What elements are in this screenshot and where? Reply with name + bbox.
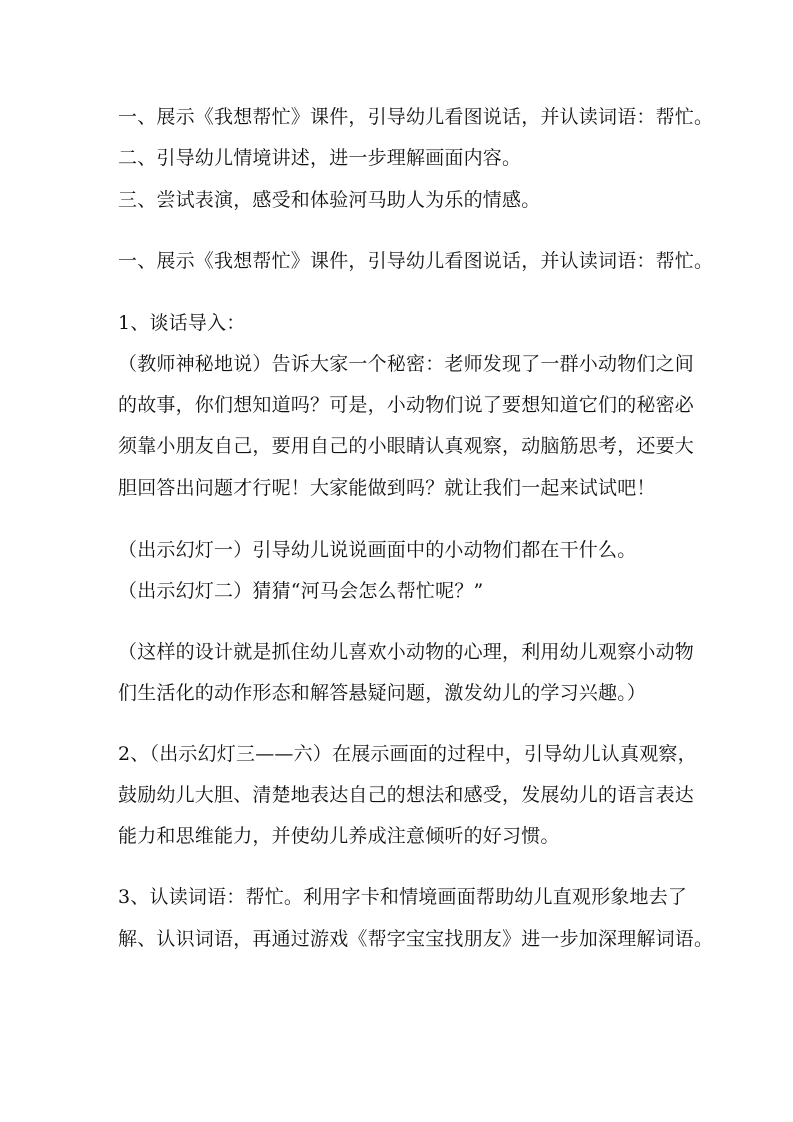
step1-line-3: 须靠小朋友自己，要用自己的小眼睛认真观察，动脑筋思考，还要大 bbox=[118, 435, 695, 457]
step1-line-2: 的故事，你们想知道吗？可是，小动物们说了要想知道它们的秘密必 bbox=[118, 394, 695, 416]
section-heading: 一、展示《我想帮忙》课件，引导幼儿看图说话，并认读词语：帮忙。 bbox=[118, 250, 714, 272]
step2-line-3: 能力和思维能力，并使幼儿养成注意倾听的好习惯。 bbox=[118, 825, 560, 847]
step1-line-4: 胆回答出问题才行呢！大家能做到吗？就让我们一起来试试吧！ bbox=[118, 477, 656, 499]
step2-line-2: 鼓励幼儿大胆、清楚地表达自己的想法和感受，发展幼儿的语言表达 bbox=[118, 784, 695, 806]
slide-line-2: （出示幻灯二）猜猜“河马会怎么帮忙呢？” bbox=[118, 580, 484, 602]
objective-2: 二、引导幼儿情境讲述，进一步理解画面内容。 bbox=[118, 147, 522, 169]
step2-line-1: 2、（出示幻灯三——六）在展示画面的过程中，引导幼儿认真观察， bbox=[118, 743, 697, 765]
slide-line-1: （出示幻灯一）引导幼儿说说画面中的小动物们都在干什么。 bbox=[118, 539, 637, 561]
step3-line-1: 3、认读词语：帮忙。利用字卡和情境画面帮助幼儿直观形象地去了 bbox=[118, 886, 688, 908]
objective-1: 一、展示《我想帮忙》课件，引导幼儿看图说话，并认读词语：帮忙。 bbox=[118, 106, 714, 128]
step1-title: 1、谈话导入： bbox=[118, 312, 246, 334]
step1-line-1: （教师神秘地说）告诉大家一个秘密：老师发现了一群小动物们之间 bbox=[118, 353, 695, 375]
design-note-line-2: 们生活化的动作形态和解答悬疑问题，激发幼儿的学习兴趣。） bbox=[118, 682, 647, 704]
step3-line-2: 解、认识词语，再通过游戏《帮字宝宝找朋友》进一步加深理解词语。 bbox=[118, 928, 714, 950]
objective-3: 三、尝试表演，感受和体验河马助人为乐的情感。 bbox=[118, 189, 541, 211]
design-note-line-1: （这样的设计就是抓住幼儿喜欢小动物的心理，利用幼儿观察小动物 bbox=[118, 641, 695, 663]
